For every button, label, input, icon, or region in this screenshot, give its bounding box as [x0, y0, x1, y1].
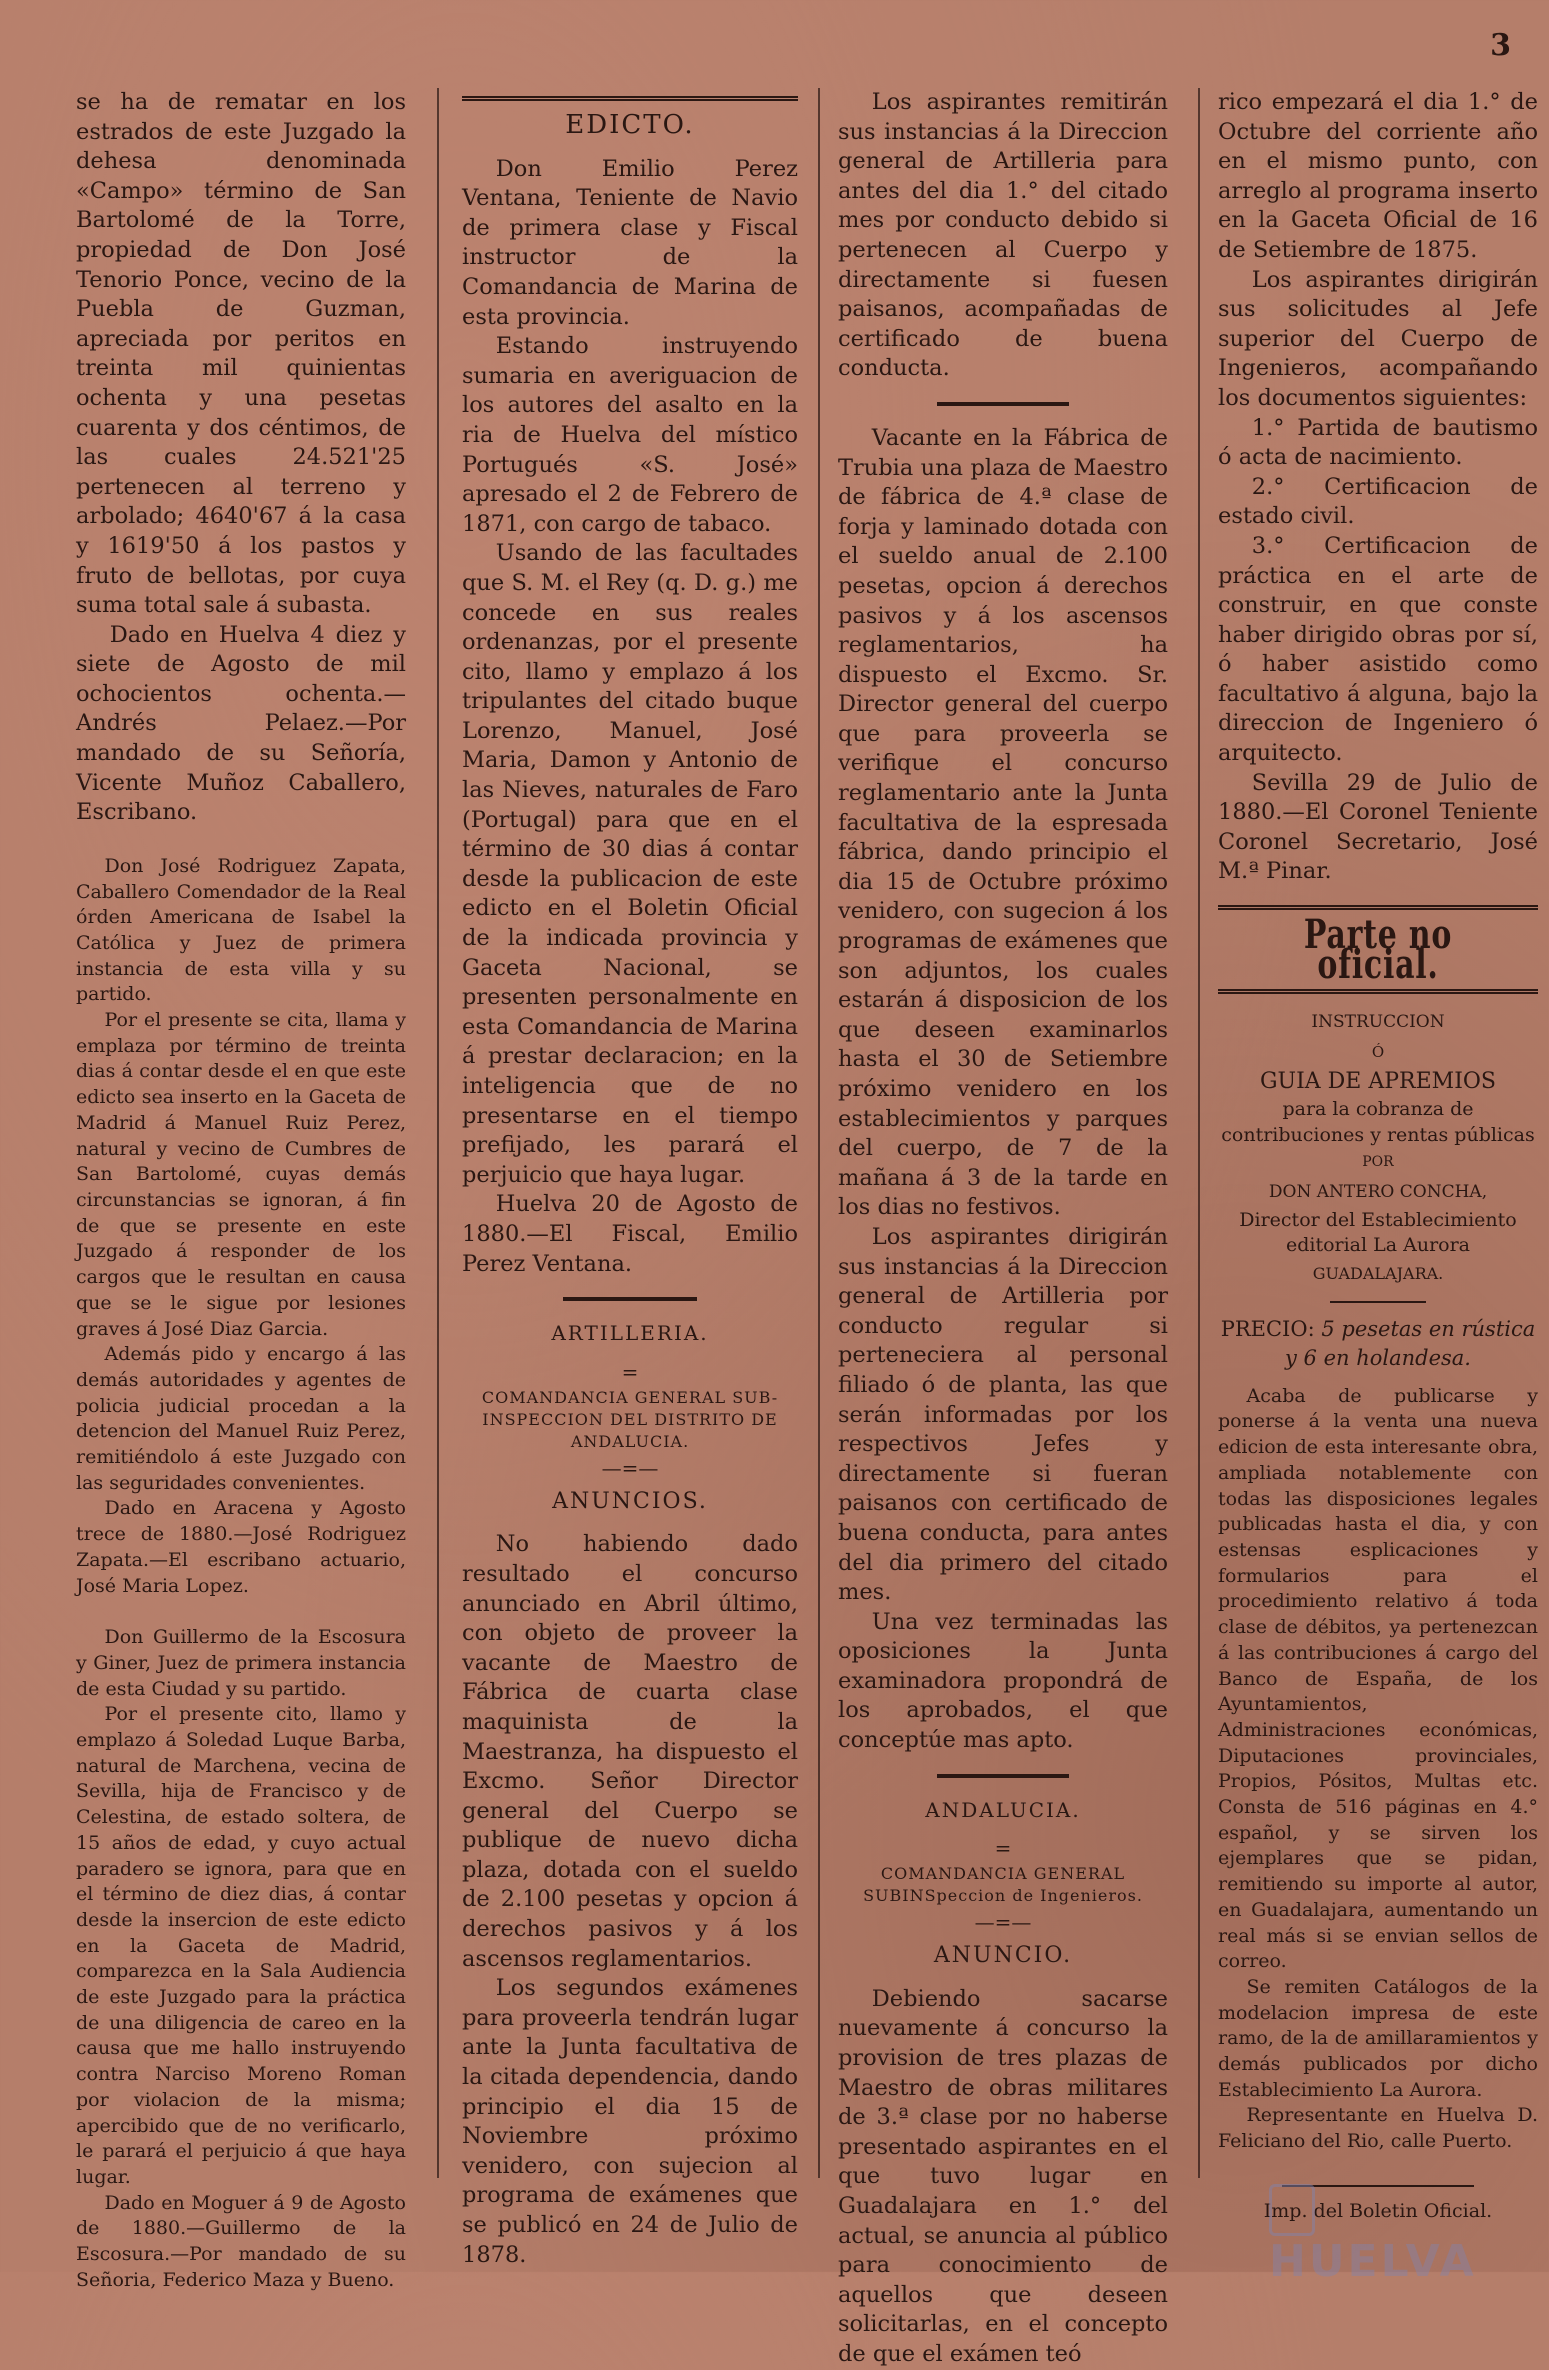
section-title: ANUNCIOS. [552, 1488, 708, 1514]
paragraph: Huelva 20 de Agosto de 1880.—El Fiscal, Emilio Perez Ventana. [462, 1191, 798, 1277]
column-1 [76, 88, 406, 2294]
paragraph: Debiendo sacarse nuevamente á concurso la provision de tres plazas de Maestro de obras militares de 3.ª clase por no haberse presentado aspirantes en el que tuvo lugar en Guadalajara en 1.° del actual, se anuncia al público para conocimiento de aquellos que deseen solicitarlas, en el concepto de que el exámen teó [838, 1985, 1168, 2367]
divider [1218, 989, 1538, 994]
book-author: DON ANTERO CONCHA, [1268, 1182, 1488, 1202]
section-title: EDICTO. [565, 110, 695, 140]
book-title: GUIA DE APREMIOS [1259, 1069, 1497, 1095]
price-text: 5 pesetas en rústica y 6 en holandesa. [1285, 1316, 1536, 1371]
paragraph: Una vez terminadas las oposiciones la Junta examinadora propondrá de los aprobados, el que conceptúe mas apto. [838, 1608, 1168, 1754]
list-item: 2.° Certificacion de estado civil. [1218, 473, 1538, 530]
list-item: 3.° Certificacion de práctica en el arte de construir, en que conste haber dirigido obras por sí, ó haber asistido como facultativo á alguna, bajo la direccion de Ingeniero ó arquitecto. [1218, 532, 1538, 767]
paragraph: Los aspirantes remitirán sus instancias á la Direccion general de Artilleria para antes del dia 1.° del citado mes por conducto debido si pertenecen al Cuerpo y directamente si fuesen paisanos, acompañadas de certificado de buena conducta. [838, 89, 1168, 382]
column-3 [838, 88, 1168, 2370]
column-rule [818, 88, 820, 2178]
edict-heading: Don José Rodriguez Zapata, Caballero Comendador de la Real órden Americana de Isabel la Católica y Juez de primera instancia de esta villa y su partido. [76, 854, 406, 1006]
paragraph: No habiendo dado resultado el concurso anunciado en Abril último, con objeto de proveer la vacante de Maestro de Fábrica de cuarta clase maquinista de la Maestranza, ha dispuesto el Excmo. Señor Director general del Cuerpo se publique de nuevo dicha plaza, dotada con el sueldo de 2.100 pesetas y opcion á derechos pasivos y á los ascensos reglamentarios. [462, 1531, 798, 1972]
section-subtitle: COMANDANCIA GENERAL SUB-INSPECCION DEL DISTRITO DE ANDALUCIA. [481, 1387, 779, 1451]
column-4 [1218, 88, 1538, 2225]
edict-heading: Don Guillermo de la Escosura y Giner, Juez de primera instancia de esta Ciudad y su partido. [76, 1626, 406, 1700]
column-rule [1198, 88, 1200, 2178]
divider: = [994, 1836, 1012, 1861]
divider: —=— [601, 1455, 659, 1480]
paragraph: Los aspirantes dirigirán sus solicitudes al Jefe superior del Cuerpo de Ingenieros, acompañando los documentos siguientes: [1218, 266, 1538, 411]
paragraph: Dado en Moguer á 9 de Agosto de 1880.—Guillermo de la Escosura.—Por mandado de su Señoria, Federico Maza y Bueno. [76, 2191, 406, 2291]
divider: = [621, 1359, 639, 1384]
archive-watermark [1269, 2182, 1509, 2287]
paragraph: Los segundos exámenes para proveerla tendrán lugar ante la Junta facultativa de la citada dependencia, dando principio el dia 15 de Noviembre próximo venidero, con sujecion al programa de exámenes que se publicó en 24 de Julio de 1878. [462, 1975, 798, 2268]
book-title-instr: INSTRUCCION [1311, 1012, 1445, 1033]
book-city: GUADALAJARA. [1312, 1264, 1444, 1283]
paragraph: se ha de rematar en los estrados de este Juzgado la dehesa denominada «Campo» término de San Bartolomé de la Torre, propiedad de Don José Tenorio Ponce, vecino de la Puebla de Guzman, apreciada por peritos en treinta mil quinientas ochenta y una pesetas cuarenta y dos céntimos, de las cuales 24.521'25 pertenecen al terreno y arbolado; 4640'67 á la casa y 1619'50 á los pastos y fruto de bellotas, por cuya suma total sale á subasta. [76, 89, 406, 619]
book-by: POR [1362, 1154, 1394, 1171]
paragraph: Además pido y encargo á las demás autoridades y agentes de policia judicial procedan a la detencion del Manuel Ruiz Perez, remitiéndolo á este Juzgado con las seguridades convenientes. [76, 1343, 406, 1494]
column-rule [437, 88, 439, 2178]
list-item: 1.° Partida de bautismo ó acta de nacimiento. [1218, 414, 1538, 471]
section-subtitle: COMANDANCIA GENERAL SUBINSpeccion de Ingenieros. [863, 1864, 1143, 1906]
section-title: ANDALUCIA. [925, 1797, 1081, 1822]
paragraph: Por el presente cito, llamo y emplazo á Soledad Luque Barba, natural de Marchena, vecina de Sevilla, hija de Francisco y de Celestina, de estado soltera, de 15 años de edad, y cuyo actual paradero se ignora, para que en el término de diez dias, á contar desde la insercion de este edicto en la Gaceta de Madrid, comparezca en la Sala Audiencia de este Juzgado para la práctica de una diligencia de careo en la causa que me hallo instruyendo contra Narciso Moreno Roman por violacion de la misma; apercibido que de no verificarlo, le parará el perjuicio á que haya lugar. [76, 1703, 406, 2188]
divider [1330, 1301, 1426, 1303]
divider [937, 402, 1069, 406]
paragraph: Los aspirantes dirigirán sus instancias á la Direccion general de Artilleria por conducto regular si perteneciera al personal filiado ó de planta, las que serán informadas por los respectivos Jefes y directamente si fueran paisanos con certificado de buena conducta, para antes del dia primero del citado mes. [838, 1223, 1168, 1606]
book-subtitle: para la cobranza de contribuciones y rentas públicas [1221, 1098, 1535, 1146]
book-title-o: Ó [1371, 1042, 1385, 1061]
section-title: ARTILLERIA. [551, 1321, 709, 1346]
page-number: 3 [1490, 28, 1511, 63]
paragraph: Usando de las facultades que S. M. el Rey (q. D. g.) me concede en sus reales ordenanzas, por el presente cito, llamo y emplazo á los tripulantes del citado buque Lorenzo, Manuel, José Maria, Damon y Antonio de las Nieves, naturales de Faro (Portugal) para que en el término de 30 dias á contar desde la publicacion de este edicto en el Boletin Oficial de la indicada provincia y Gaceta Nacional, se presenten personalmente en esta Comandancia de Marina á prestar declaracion; en la inteligencia que de no presentarse en el tiempo prefijado, les parará el perjuicio que haya lugar. [462, 540, 798, 1188]
paragraph: Dado en Aracena y Agosto trece de 1880.—José Rodriguez Zapata.—El escribano actuario, José Maria Lopez. [76, 1497, 406, 1597]
divider [563, 1297, 697, 1301]
paragraph: Se remiten Catálogos de la modelacion impresa de este ramo, de la de amillaramientos y demás publicados por dicho Establecimiento La Aurora. [1218, 1975, 1538, 2101]
paragraph: Sevilla 29 de Julio de 1880.—El Coronel Teniente Coronel Secretario, José M.ª Pinar. [1218, 769, 1538, 885]
paragraph: Acaba de publicarse y ponerse á la venta una nueva edicion de esta interesante obra, ampliada notablemente con todas las disposiciones legales publicadas hasta el dia, y con estensas esplicaciones y formularios para el procedimiento relativo á toda clase de débitos, ya pertenezcan á las contribuciones á cargo del Banco de España, de los Ayuntamientos, Administraciones económicas, Diputaciones provinciales, Propios, Pósitos, Multas etc. Consta de 516 páginas en 4.° español, y se sirven los ejemplares que se pidan, remitiendo su importe al autor, en Guadalajara, aumentando un real más si se envian sellos de correo. [1218, 1384, 1538, 1973]
section-title: Parte no oficial. [1303, 911, 1453, 988]
column-2 [462, 88, 798, 2270]
section-title: ANUNCIO. [933, 1943, 1073, 1969]
paragraph: Representante en Huelva D. Feliciano del Rio, calle Puerto. [1218, 2104, 1538, 2153]
divider: —=— [974, 1910, 1032, 1935]
paragraph: Dado en Huelva 4 diez y siete de Agosto de mil ochocientos ochenta.—Andrés Pelaez.—Por mandado de su Señoría, Vicente Muñoz Caballero, Escribano. [76, 621, 406, 826]
paragraph: Vacante en la Fábrica de Trubia una plaza de Maestro de fábrica de 4.ª clase de forja y laminado dotada con el sueldo anual de 2.100 pesetas, opcion á derechos pasivos y á los ascensos reglamentarios, ha dispuesto el Excmo. Sr. Director general del cuerpo que para proveerla se verifique el concurso reglamentario ante la Junta facultativa de la espresada fábrica, dando principio el dia 15 de Octubre próximo venidero, con sugecion á los programas de exámenes que son adjuntos, los cuales estarán á disposicion de los que deseen examinarlos hasta el 30 de Setiembre próximo venidero en los establecimientos y parques del cuerpo, de 7 de la mañana á 3 de la tarde en los dias no festivos. [838, 424, 1168, 1221]
price [1218, 1315, 1538, 1374]
book-director: Director del Establecimiento editorial La Aurora [1239, 1208, 1517, 1257]
price-label: PRECIO: [1220, 1316, 1315, 1341]
paragraph: Estando instruyendo sumaria en averiguacion de los autores del asalto en la ria de Huelva del místico Portugués «S. José» apresado el 2 de Febrero de 1871, con cargo de tabaco. [462, 333, 798, 537]
paragraph: Por el presente se cita, llama y emplaza por término de treinta dias á contar desde el en que este edicto sea inserto en la Gaceta de Madrid á Manuel Ruiz Perez, natural y vecino de Cumbres de San Bartolomé, cuyas demás circunstancias se ignoran, á fin de que se presente en este Juzgado á responder de los cargos que le resultan en causa que se le sigue por lesiones graves á José Diaz Garcia. [76, 1009, 406, 1340]
divider [1218, 905, 1538, 910]
divider [937, 1774, 1069, 1778]
divider [462, 96, 798, 101]
imprint: Imp. del Boletin Oficial. [1263, 2199, 1493, 2222]
paragraph: rico empezará el dia 1.° de Octubre del corriente año en el mismo punto, con arreglo al programa inserto en la Gaceta Oficial de 16 de Setiembre de 1875. [1218, 89, 1538, 263]
coat-of-arms-icon [1269, 2184, 1315, 2236]
watermark-text: HUELVA [1269, 2236, 1477, 2287]
paragraph: Don Emilio Perez Ventana, Teniente de Navio de primera clase y Fiscal instructor de la Comandancia de Marina de esta provincia. [462, 155, 798, 330]
